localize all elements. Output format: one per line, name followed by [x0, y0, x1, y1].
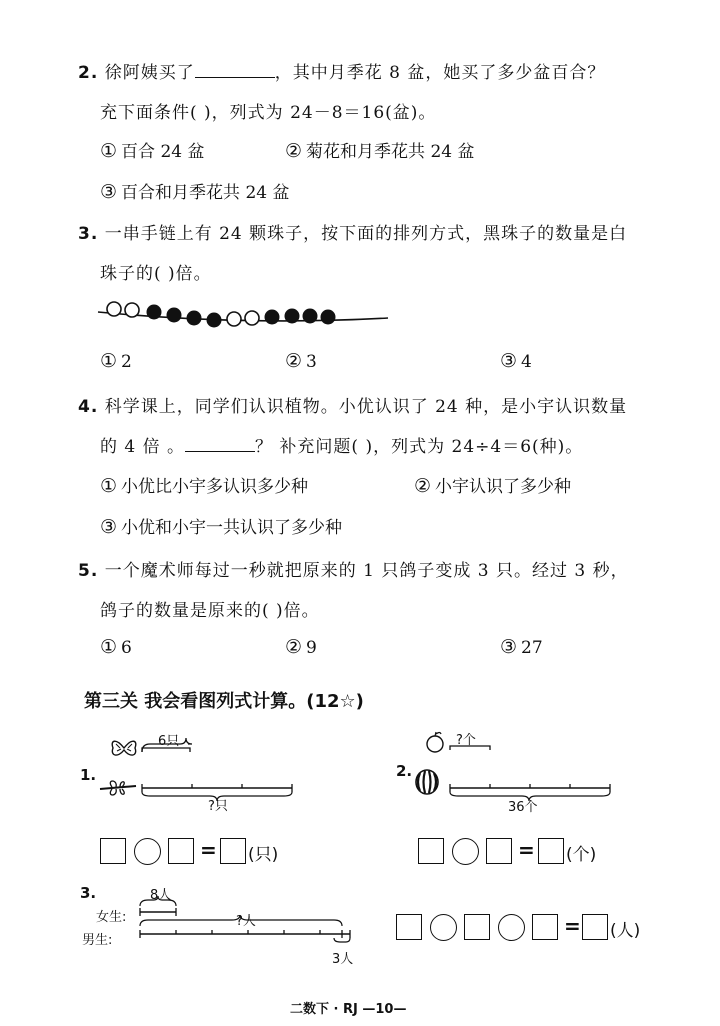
p2-operator-circle[interactable]	[452, 838, 479, 865]
bead-bracelet-diagram	[96, 298, 396, 332]
page-footer: 二数下 · RJ —10—	[290, 1002, 407, 1017]
q5-number: 5.	[78, 561, 99, 581]
q3-option-1[interactable]: ① 2	[100, 350, 132, 372]
p3-bottom-label: 3人	[332, 952, 354, 967]
q4-number: 4.	[78, 397, 99, 417]
q2-text-a: 徐阿姨买了	[104, 63, 195, 83]
q5-line1: 5. 一个魔术师每过一秒就把原来的 1 只鸽子变成 3 只。经过 3 秒，	[78, 561, 629, 581]
q2-text-b: ，其中月季花 8 盆，她买了多少盆百合？	[274, 63, 606, 83]
q2-line2: 充下面条件( )，列式为 24－8＝16(盆)。	[100, 103, 437, 123]
p3-mid-label: ?人	[236, 914, 256, 929]
p3-girls-label: 女生:	[96, 910, 127, 925]
p3-boys-label: 男生:	[82, 933, 113, 948]
q5-option-3[interactable]: ③ 27	[500, 636, 543, 658]
q2-option-2[interactable]: ② 菊花和月季花共 24 盆	[285, 140, 475, 162]
q2-option-1[interactable]: ① 百合 24 盆	[100, 140, 205, 162]
q4-option-3[interactable]: ③ 小优和小宇一共认识了多少种	[100, 516, 343, 538]
p3-box-2[interactable]	[464, 914, 490, 940]
q2-option-3[interactable]: ③ 百合和月季花共 24 盆	[100, 181, 290, 203]
p1-top-label: 6只	[158, 734, 180, 749]
p1-box-1[interactable]	[100, 838, 126, 864]
p2-box-1[interactable]	[418, 838, 444, 864]
p2-equals: =	[518, 838, 535, 862]
p3-box-1[interactable]	[396, 914, 422, 940]
q3-number: 3.	[78, 224, 99, 244]
p3-operator-circle-2[interactable]	[498, 914, 525, 941]
p1-operator-circle[interactable]	[134, 838, 161, 865]
p3-box-result[interactable]	[582, 914, 608, 940]
q2-answer-blank[interactable]	[195, 63, 275, 78]
q5-option-1[interactable]: ① 6	[100, 636, 132, 658]
p2-top-label: ?个	[456, 733, 476, 748]
p3-number: 3.	[80, 884, 97, 902]
p2-number: 2.	[396, 762, 413, 780]
p2-box-result[interactable]	[538, 838, 564, 864]
dragonfly-icon	[98, 777, 138, 799]
p1-bottom-label: ?只	[208, 799, 228, 814]
p1-equals: =	[200, 838, 217, 862]
q4-answer-blank[interactable]	[185, 437, 255, 452]
q3-option-2[interactable]: ② 3	[285, 350, 317, 372]
q4-line1: 4. 科学课上，同学们认识植物。小优认识了 24 种，是小宇认识数量	[78, 397, 628, 417]
butterfly-icon	[110, 736, 138, 760]
q2-line1	[78, 58, 605, 83]
p2-bottom-label: 36个	[508, 800, 538, 815]
apple-icon	[424, 730, 446, 754]
q5-line2: 鸽子的数量是原来的( )倍。	[100, 601, 320, 621]
p2-box-2[interactable]	[486, 838, 512, 864]
q4-option-2[interactable]: ② 小宇认识了多少种	[414, 475, 572, 497]
q4-line2: 的 4 倍 。 ？ 补充问题( )，列式为 24÷4＝6(种)。	[100, 437, 584, 457]
q5-option-2[interactable]: ② 9	[285, 636, 317, 658]
p1-box-result[interactable]	[220, 838, 246, 864]
q3-line2: 珠子的( )倍。	[100, 264, 212, 284]
p1-number: 1.	[80, 766, 97, 784]
q2-number: 2.	[78, 63, 99, 83]
p2-unit: (个)	[566, 845, 597, 865]
p3-segment-diagram	[136, 896, 360, 952]
p1-box-2[interactable]	[168, 838, 194, 864]
section-3-heading: 第三关 我会看图列式计算。(12☆)	[84, 691, 364, 712]
watermelon-icon	[414, 768, 440, 796]
p3-box-3[interactable]	[532, 914, 558, 940]
p1-unit: (只)	[248, 845, 279, 865]
p3-unit: (人)	[610, 921, 641, 941]
p3-equals: =	[564, 914, 581, 938]
p3-operator-circle-1[interactable]	[430, 914, 457, 941]
q3-option-3[interactable]: ③ 4	[500, 350, 532, 372]
q4-option-1[interactable]: ① 小优比小宇多认识多少种	[100, 475, 309, 497]
q3-line1: 3. 一串手链上有 24 颗珠子，按下面的排列方式，黑珠子的数量是白	[78, 224, 628, 244]
p3-top-label: 8人	[150, 888, 172, 903]
